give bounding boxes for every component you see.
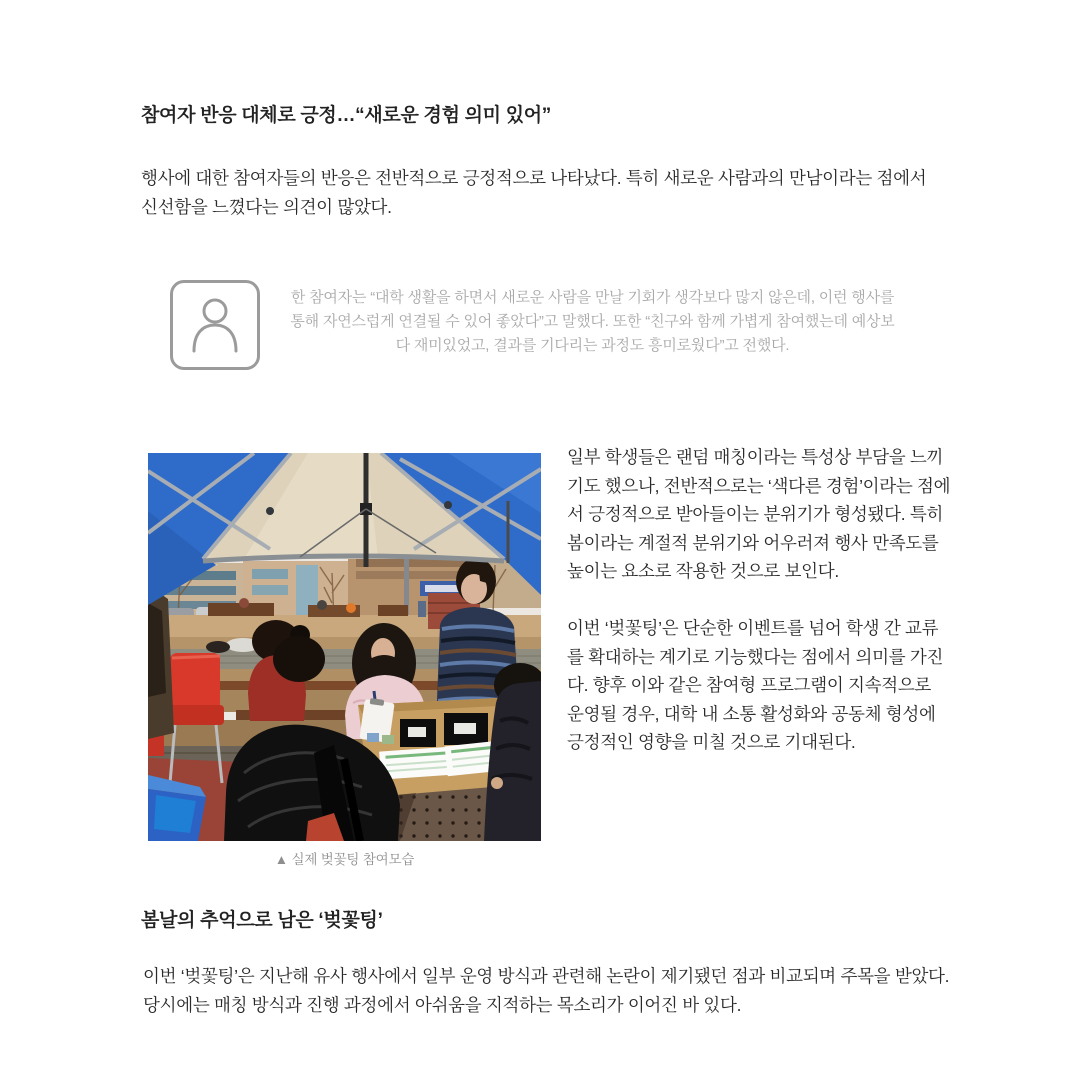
photo-side-text xyxy=(567,443,952,757)
paragraph-random-matching: 일부 학생들은 랜덤 매칭이라는 특성상 부담을 느끼기도 했으나, 전반적으로는 ‘색다른 경험’이라는 점에서 긍정적으로 받아들이는 분위기가 형성됐다. 특히 봄이라는 계절적 분위기와 어우러져 행사 만족도를 높이는 요소로 작용한 것으로 보인다. xyxy=(567,447,951,582)
paragraph-event-meaning: 이번 ‘벚꽃팅’은 단순한 이벤트를 넘어 학생 간 교류를 확대하는 계기로 기능했다는 점에서 의미를 가진다. 향후 이와 같은 참여형 프로그램이 지속적으로 운영될 경우, 대학 내 소통 활성화와 공동체 형성에 긍정적인 영향을 미칠 것으로 기대된다. xyxy=(567,617,944,753)
person-icon-glyph xyxy=(192,297,238,353)
paragraph-overall-reaction: 행사에 대한 참여자들의 반응은 전반적으로 긍정적으로 나타났다. 특히 새로운 사람과의 만남이라는 점에서 신선함을 느꼈다는 의견이 많았다. xyxy=(141,168,927,217)
section-heading-spring-memory: 봄날의 추억으로 남은 ‘벚꽃팅’ xyxy=(141,910,383,931)
paragraph-comparison-last-year: 이번 ‘벚꽃팅’은 지난해 유사 행사에서 일부 운영 방식과 관련해 논란이 제기됐던 점과 비교되며 주목을 받았다. 당시에는 매칭 방식과 진행 과정에서 아쉬움을 지적하는 목소리가 이어진 바 있다. xyxy=(143,966,950,1015)
event-photo xyxy=(148,453,541,841)
quote-block xyxy=(170,280,910,370)
section-heading-participant-reaction: 참여자 반응 대체로 긍정…“새로운 경험 의미 있어” xyxy=(141,105,552,126)
event-photo-illustration xyxy=(148,453,541,841)
person-icon xyxy=(170,280,260,370)
photo-caption: ▲ 실제 벚꽃팅 참여모습 xyxy=(274,852,415,867)
participant-quote-text: 한 참여자는 “대학 생활을 하면서 새로운 사람을 만날 기회가 생각보다 많지 않은데, 이런 행사를 통해 자연스럽게 연결될 수 있어 좋았다”고 말했다. 또한 “친구와 함께 가볍게 참여했는데 예상보다 재미있었고, 결과를 기다리는 과정도 흥미로웠다”고 전했다. xyxy=(290,289,895,354)
event-photo-figure xyxy=(148,453,541,868)
